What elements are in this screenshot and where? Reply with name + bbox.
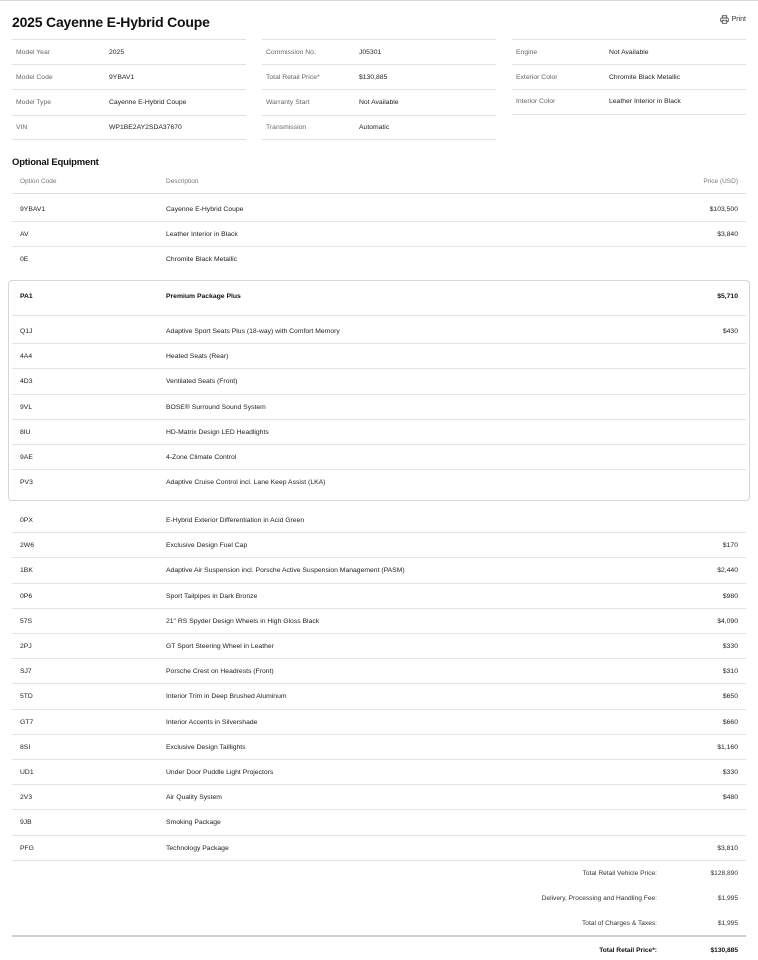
option-price: $660 — [722, 718, 738, 726]
option-description: Interior Accents in Silvershade — [166, 718, 258, 726]
spec-label: Interior Color — [516, 98, 556, 106]
spec-label: Engine — [516, 48, 538, 56]
option-code: 2PJ — [20, 643, 32, 650]
spec-label: Exterior Color — [516, 73, 558, 81]
totals-value: $128,890 — [710, 870, 738, 877]
table-row — [12, 710, 746, 735]
option-code: 9JB — [20, 819, 32, 827]
option-description: Cayenne E-Hybrid Coupe — [166, 206, 244, 213]
spec-value: Automatic — [359, 123, 390, 131]
table-row — [12, 810, 746, 835]
grand-total-row — [12, 938, 746, 960]
spec-row — [512, 39, 746, 64]
option-code: UD1 — [20, 769, 34, 776]
option-price: $2,440 — [717, 567, 738, 575]
option-code: 9YBAV1 — [20, 206, 46, 213]
spec-value: Cayenne E-Hybrid Coupe — [109, 98, 187, 106]
package-item-row — [12, 470, 746, 495]
column-header-code: Option Code — [20, 178, 57, 185]
option-price: $4,090 — [717, 617, 738, 625]
spec-label: Warranty Start — [266, 98, 310, 106]
option-code: 0E — [20, 256, 29, 264]
table-row — [12, 735, 746, 760]
option-description: HD-Matrix Design LED Headlights — [166, 428, 269, 436]
table-row — [12, 785, 746, 810]
option-description: Heated Seats (Rear) — [166, 353, 229, 361]
option-price: $980 — [722, 592, 738, 600]
option-description: Under Door Puddle Light Projectors — [166, 769, 274, 776]
option-description: 21" RS Spyder Design Wheels in High Gloss Black — [166, 617, 320, 625]
spec-label: Model Code — [16, 73, 53, 81]
spec-row — [262, 64, 496, 89]
option-price: $330 — [722, 769, 738, 776]
option-code: 1BK — [20, 567, 33, 575]
spec-row — [12, 39, 246, 64]
section-title-optional-equipment: Optional Equipment — [12, 157, 99, 168]
option-price: $170 — [722, 542, 738, 550]
option-code: GT7 — [20, 718, 34, 726]
spec-value: Not Available — [609, 48, 649, 56]
option-description: Porsche Crest on Headrests (Front) — [166, 668, 274, 676]
spec-row — [12, 115, 246, 140]
option-price: $103,500 — [709, 206, 738, 213]
option-description: Premium Package Plus — [166, 293, 241, 300]
table-row — [12, 584, 746, 609]
totals-row — [12, 861, 746, 886]
table-row — [12, 222, 746, 247]
totals-value: $1,995 — [717, 895, 738, 902]
option-price: $430 — [722, 328, 738, 335]
spec-label: Model Type — [16, 98, 52, 106]
table-row — [12, 533, 746, 558]
spec-row — [12, 89, 246, 114]
option-code: 8IU — [20, 428, 31, 436]
totals-row — [12, 911, 746, 936]
totals-row — [12, 886, 746, 911]
spec-label: Transmission — [266, 123, 307, 131]
option-description: Adaptive Sport Seats Plus (18-way) with Comfort Memory — [166, 328, 340, 335]
spec-label: Model Year — [16, 48, 51, 56]
grand-total-value: $130,885 — [710, 947, 738, 954]
package-item-row — [12, 344, 746, 369]
option-code: 2W6 — [20, 542, 34, 550]
grand-total-label: Total Retail Price*: — [599, 947, 657, 954]
table-row — [12, 760, 746, 785]
option-description: Air Quality System — [166, 794, 222, 802]
table-row — [12, 508, 746, 533]
option-price: $480 — [722, 794, 738, 802]
top-divider — [0, 0, 758, 1]
option-description: Exclusive Design Taillights — [166, 743, 246, 751]
table-row — [12, 197, 746, 222]
option-code: 0PX — [20, 517, 33, 524]
totals-divider — [12, 935, 746, 937]
spec-row — [262, 39, 496, 64]
column-header-price: Price (USD) — [703, 178, 738, 185]
option-description: GT Sport Steering Wheel in Leather — [166, 643, 274, 650]
table-row — [12, 659, 746, 684]
totals-label: Total Retail Vehicle Price: — [582, 870, 657, 877]
spec-label: Commission No. — [266, 48, 316, 56]
option-description: Chromite Black Metallic — [166, 256, 238, 264]
package-item-row — [12, 445, 746, 470]
option-code: 9VL — [20, 403, 33, 411]
spec-value: 2025 — [109, 48, 125, 56]
option-description: Ventilated Seats (Front) — [166, 378, 238, 386]
spec-row — [262, 115, 496, 140]
option-price: $3,810 — [717, 844, 738, 852]
spec-value: $130,885 — [359, 73, 388, 81]
spec-row — [12, 64, 246, 89]
spec-label: VIN — [16, 123, 28, 131]
option-code: Q1J — [20, 328, 33, 335]
spec-value: Leather Interior in Black — [609, 98, 681, 106]
package-header-row — [12, 284, 746, 316]
spec-column-2 — [262, 39, 496, 140]
spec-label: Total Retail Price* — [266, 73, 320, 81]
spec-row — [262, 89, 496, 114]
option-description: Adaptive Cruise Control incl. Lane Keep Assist (LKA) — [166, 479, 326, 487]
option-code: 5TD — [20, 693, 33, 701]
print-button[interactable] — [720, 15, 746, 24]
package-item-row — [12, 420, 746, 445]
option-price: $1,160 — [717, 743, 738, 751]
table-row — [12, 247, 746, 272]
table-row — [12, 634, 746, 659]
option-code: 2V3 — [20, 794, 33, 802]
package-item-row — [12, 319, 746, 344]
table-row — [12, 609, 746, 634]
spec-value: Not Available — [359, 98, 399, 106]
table-row — [12, 836, 746, 861]
option-description: BOSE® Surround Sound System — [166, 403, 266, 411]
option-description: Leather Interior in Black — [166, 231, 238, 239]
spec-value: Chromite Black Metallic — [609, 73, 681, 81]
totals-value: $1,995 — [717, 920, 738, 927]
option-price: $3,840 — [717, 231, 738, 239]
option-description: Smoking Package — [166, 819, 221, 827]
option-code: AV — [20, 231, 29, 239]
option-code: PA1 — [20, 293, 33, 300]
spec-value: J05301 — [359, 48, 382, 56]
package-item-row — [12, 369, 746, 394]
spec-column-3 — [512, 39, 746, 115]
option-code: PFG — [20, 844, 34, 852]
option-code: SJ7 — [20, 668, 32, 676]
option-code: 4D3 — [20, 378, 33, 386]
column-header-description: Description — [166, 178, 199, 185]
option-description: Interior Trim in Deep Brushed Aluminum — [166, 693, 287, 701]
spec-value: WP1BE2AY2SDA37670 — [109, 123, 182, 131]
table-header — [12, 172, 746, 194]
table-row — [12, 558, 746, 583]
spec-row — [512, 89, 746, 114]
option-price: $310 — [722, 668, 738, 676]
option-description: Exclusive Design Fuel Cap — [166, 542, 248, 550]
package-item-row — [12, 395, 746, 420]
option-description: Sport Tailpipes in Dark Bronze — [166, 592, 258, 600]
page-title: 2025 Cayenne E-Hybrid Coupe — [12, 14, 210, 30]
spec-column-1 — [12, 39, 246, 140]
spec-value: 9YBAV1 — [109, 73, 135, 81]
option-code: 9AE — [20, 454, 33, 461]
option-price: $650 — [722, 693, 738, 701]
printer-icon — [720, 15, 729, 24]
option-price: $5,710 — [717, 293, 738, 300]
option-description: Technology Package — [166, 844, 229, 852]
print-label: Print — [731, 16, 746, 23]
option-description: E-Hybrid Exterior Differentiation in Acid Green — [166, 517, 305, 524]
option-description: Adaptive Air Suspension incl. Porsche Active Suspension Management (PASM) — [166, 567, 405, 575]
option-price: $330 — [722, 643, 738, 650]
option-code: PV3 — [20, 479, 33, 487]
option-description: 4-Zone Climate Control — [166, 454, 237, 461]
totals-label: Delivery, Processing and Handling Fee: — [541, 895, 657, 902]
option-code: 0P6 — [20, 592, 33, 600]
option-code: 8SI — [20, 743, 31, 751]
table-row — [12, 684, 746, 709]
option-code: 57S — [20, 617, 33, 625]
totals-label: Total of Charges & Taxes: — [581, 920, 657, 927]
option-code: 4A4 — [20, 353, 33, 361]
spec-row — [512, 64, 746, 89]
